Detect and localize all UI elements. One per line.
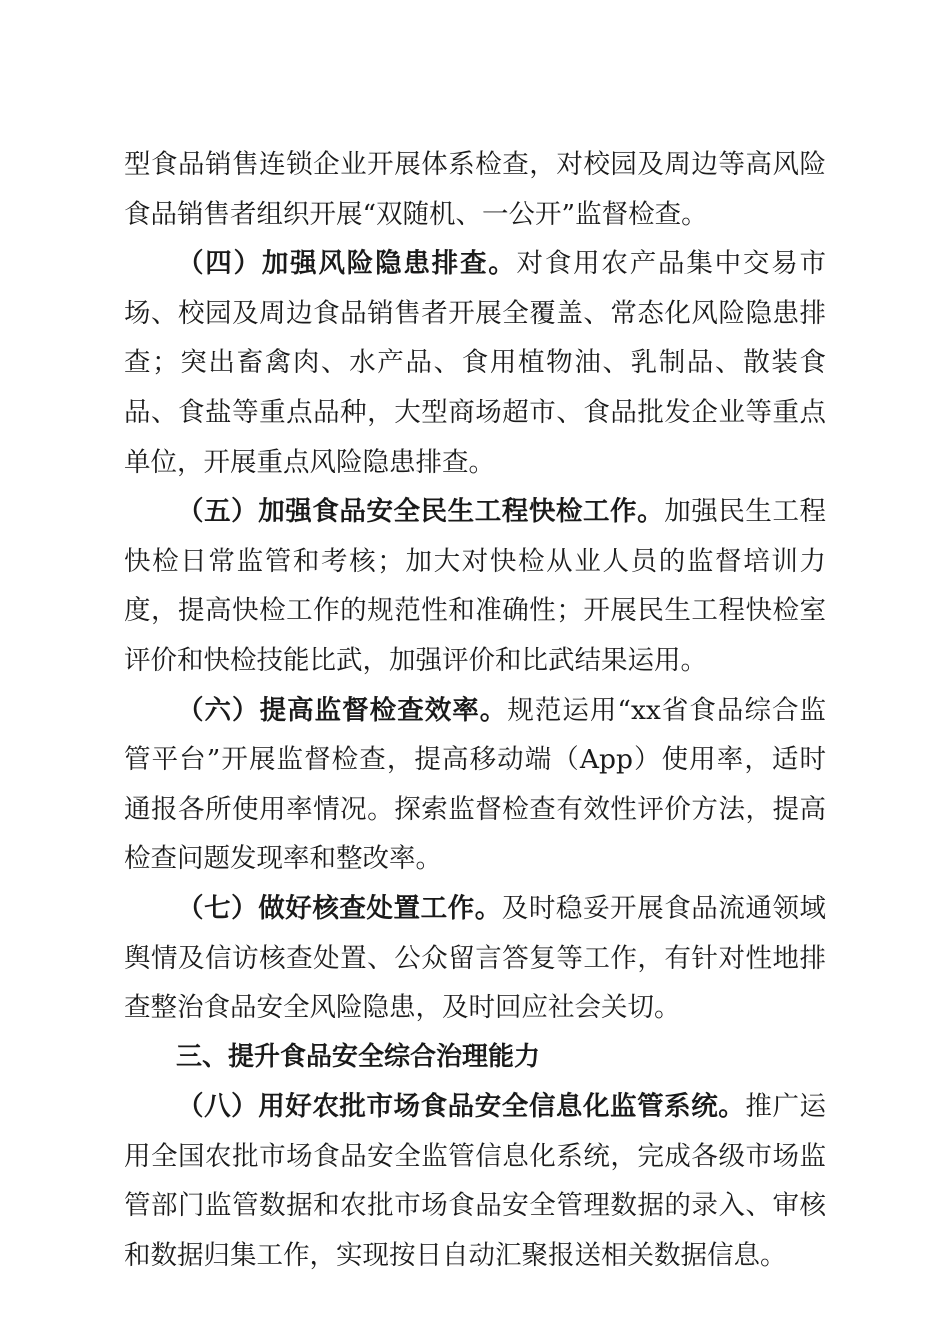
item-6-lead: （六）提高监督检查效率。 [177, 694, 508, 726]
item-7-paragraph [124, 884, 826, 1033]
document-body [124, 140, 826, 1281]
item-7-body: 及时稳妥开展食品流通领域舆情及信访核查处置、公众留言答复等工作，有针对性地排查整治食品安全风险隐患，及时回应社会关切。 [124, 892, 827, 1024]
item-6-paragraph [124, 686, 826, 884]
item-5-lead: （五）加强食品安全民生工程快检工作。 [177, 496, 665, 528]
item-4-body: 对食用农产品集中交易市场、校园及周边食品销售者开展全覆盖、常态化风险隐患排查；突出畜禽肉、水产品、食用植物油、乳制品、散装食品、食盐等重点品种，大型商场超市、食品批发企业等重点单位，开展重点风险隐患排查。 [124, 248, 827, 478]
section-heading: 三、提升食品安全综合治理能力 [176, 1041, 541, 1072]
item-5-body: 加强民生工程快检日常监管和考核；加大对快检从业人员的监督培训力度，提高快检工作的规范性和准确性；开展民生工程快检室评价和快检技能比武，加强评价和比武结果运用。 [124, 496, 827, 676]
item-4-paragraph [124, 239, 826, 487]
item-8-paragraph [124, 1082, 826, 1280]
item-5-paragraph [124, 487, 826, 685]
item-6-body: 规范运用“xx省食品综合监管平台”开展监督检查，提高移动端（App）使用率，适时通报各所使用率情况。探索监督检查有效性评价方法，提高检查问题发现率和整改率。 [124, 694, 826, 875]
item-4-lead: （四）加强风险隐患排查。 [177, 248, 517, 280]
item-7-lead: （七）做好核查处置工作。 [177, 892, 502, 924]
item-8-lead: （八）用好农批市场食品安全信息化监管系统。 [177, 1091, 746, 1123]
item-8-body: 推广运用全国农批市场食品安全监管信息化系统，完成各级市场监管部门监管数据和农批市场食品安全管理数据的录入、审核和数据归集工作，实现按日自动汇聚报送相关数据信息。 [124, 1091, 827, 1272]
continuation-paragraph: 型食品销售连锁企业开展体系检查，对校园及周边等高风险食品销售者组织开展“双随机、一公开”监督检查。 [124, 149, 826, 230]
